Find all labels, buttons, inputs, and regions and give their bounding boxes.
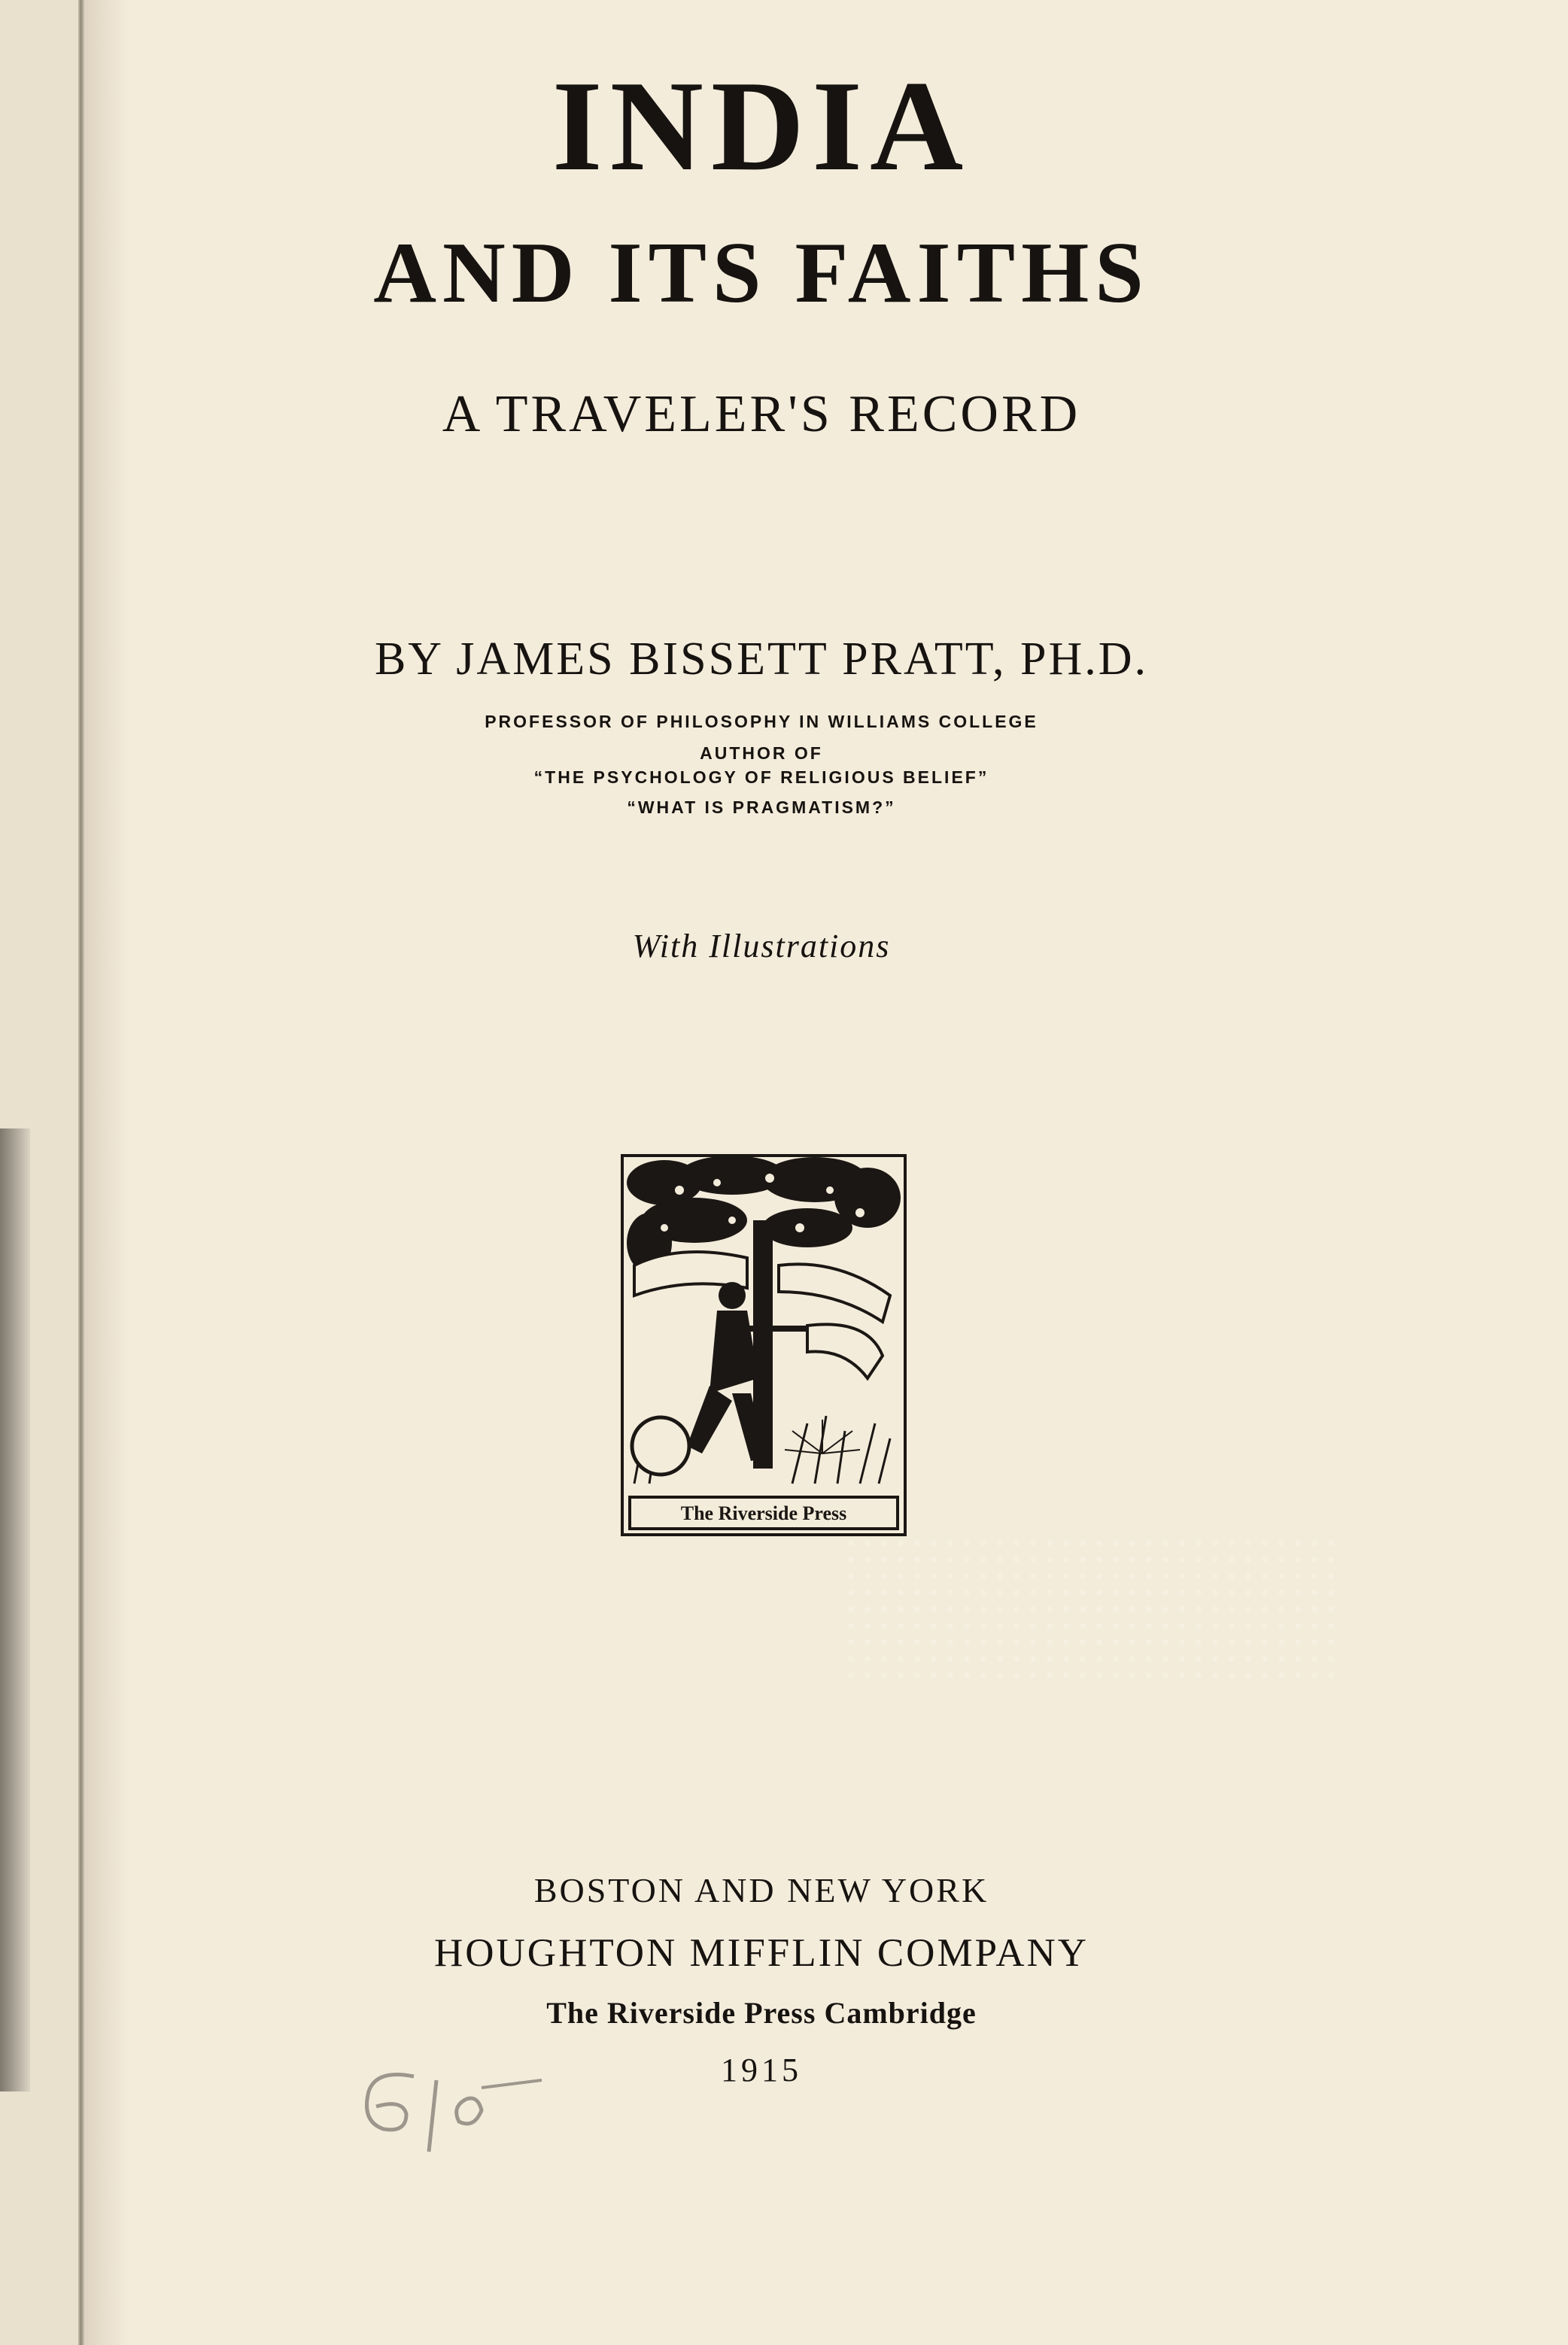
handwritten-pencil-note <box>354 2046 549 2197</box>
monogram-roundel <box>632 1417 689 1475</box>
publication-year: 1915 <box>721 2052 802 2088</box>
press-line: The Riverside Press Cambridge <box>546 1996 977 2030</box>
book-gutter <box>78 0 84 2345</box>
subtitle: A TRAVELER'S RECORD <box>442 385 1081 443</box>
piper-figure <box>687 1282 807 1461</box>
author-line: BY JAMES BISSETT PRATT, PH.D. <box>374 633 1149 685</box>
motto-banner-right <box>779 1264 890 1322</box>
library-emboss-stamp <box>843 1535 1339 1685</box>
illustrations-note: With Illustrations <box>632 928 891 964</box>
facing-page-illustration-edge <box>0 1128 30 2091</box>
page-title: INDIA <box>552 55 971 198</box>
author-credential: “WHAT IS PRAGMATISM?” <box>627 797 896 817</box>
publisher-name: HOUGHTON MIFFLIN COMPANY <box>433 1931 1089 1975</box>
gutter-shadow <box>84 0 129 2345</box>
facing-page-edge <box>0 0 84 2345</box>
motto-banner-lower <box>807 1324 883 1378</box>
sun-rays <box>785 1420 860 1453</box>
author-credential: PROFESSOR OF PHILOSOPHY IN WILLIAMS COLLEGE <box>485 712 1038 731</box>
author-credential: AUTHOR OF <box>700 743 823 763</box>
author-credential: “THE PSYCHOLOGY OF RELIGIOUS BELIEF” <box>533 767 989 787</box>
page-title-line2: AND ITS FAITHS <box>373 225 1150 321</box>
press-label: The Riverside Press <box>680 1502 847 1524</box>
publisher-cities: BOSTON AND NEW YORK <box>533 1871 989 1909</box>
riverside-press-device <box>619 1153 908 1538</box>
